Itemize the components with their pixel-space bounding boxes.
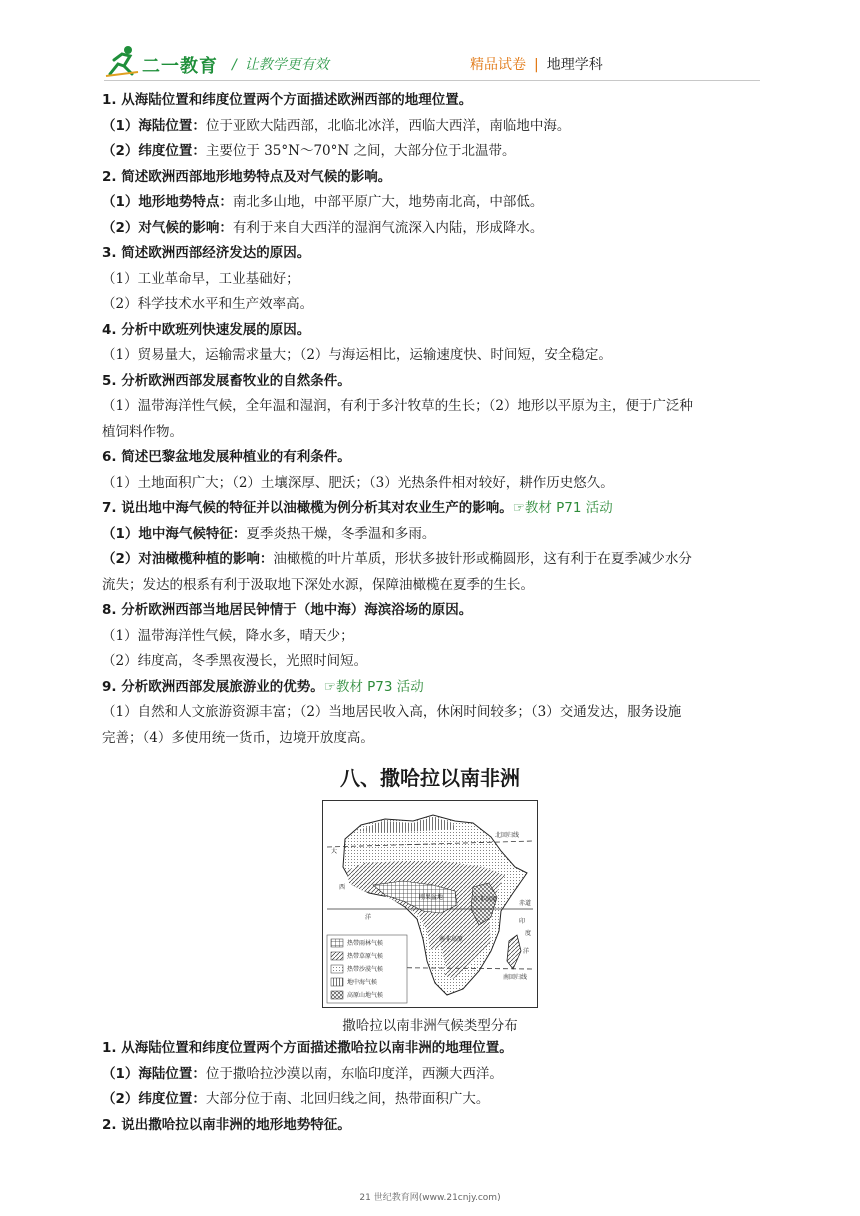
answer-line <box>102 1064 503 1084</box>
label-tropic-south: 南回归线 <box>503 974 528 981</box>
answer-line <box>102 651 367 671</box>
question-text: 2. 说出撒哈拉以南非洲的地形地势特征。 <box>102 1116 351 1133</box>
slogan: / 让教学更有效 <box>232 57 329 73</box>
label-congo-basin: 刚果盆地 <box>419 894 444 901</box>
africa-climate-map <box>322 800 538 1008</box>
answer-line <box>102 141 515 161</box>
question-text: 8. 分析欧洲西部当地居民钟情于（地中海）海滨浴场的原因。 <box>102 602 473 618</box>
answer-text: 有利于来自大西洋的湿润气流深入内陆，形成降水。 <box>232 219 544 236</box>
answer-line <box>102 549 692 569</box>
textbook-reference: ☞教材 P73 活动 <box>323 678 424 695</box>
question-text: 1. 从海陆位置和纬度位置两个方面描述撒哈拉以南非洲的地理位置。 <box>102 1040 513 1056</box>
answer-text: 流失；发达的根系有利于汲取地下深处水源，保障油橄榄在夏季的生长。 <box>102 576 534 593</box>
label-atlantic-3: 洋 <box>365 914 372 921</box>
question-line <box>102 1115 351 1135</box>
label-equator: 赤道 <box>519 900 532 907</box>
answer-label: （2）对油橄榄种植的影响： <box>102 551 274 567</box>
map-legend <box>327 935 407 1003</box>
question-line <box>102 1038 513 1058</box>
tag-subject: 地理学科 <box>546 57 603 73</box>
legend-mediterranean: 地中海气候 <box>347 979 378 986</box>
label-atlantic-1: 大 <box>331 848 338 855</box>
answer-label: （1）地形地势特点： <box>102 194 233 210</box>
question-text: 6. 简述巴黎盆地发展种植业的有利条件。 <box>102 449 351 465</box>
legend-highland: 高原山地气候 <box>347 992 384 999</box>
answer-line <box>102 192 543 212</box>
page-header <box>104 44 764 84</box>
legend-desert: 热带沙漠气候 <box>347 966 384 973</box>
answer-line <box>102 473 614 493</box>
answer-text: （1）温带海洋性气候，全年温和湿润，有利于多汁牧草的生长；（2）地形以平原为主，便于广泛种 <box>102 398 693 414</box>
slogan-text: 让教学更有效 <box>244 57 329 73</box>
answer-line <box>102 422 183 442</box>
answer-label: （1）地中海气候特征： <box>102 525 247 542</box>
page-footer: 21 世纪教育网(www.21cnjy.com) <box>359 1193 501 1203</box>
question-line <box>102 243 310 263</box>
label-atlantic-2: 西 <box>339 884 346 891</box>
answer-text: 夏季炎热干燥，冬季温和多雨。 <box>246 525 436 542</box>
answer-line <box>102 116 570 136</box>
answer-line <box>102 524 435 544</box>
question-line <box>102 167 391 187</box>
answer-text: 大部分位于南、北回归线之间，热带面积广大。 <box>205 1091 490 1107</box>
map-caption: 撒哈拉以南非洲气候类型分布 <box>342 1018 518 1034</box>
label-south-plateau: 南非高原 <box>439 936 464 943</box>
label-east-plateau: 东非高原 <box>473 896 498 903</box>
label-indian-3: 洋 <box>523 948 530 955</box>
label-indian-1: 印 <box>519 918 526 925</box>
question-line <box>102 677 424 697</box>
answer-text: （1）贸易量大，运输需求量大；（2）与海运相比，运输速度快、时间短，安全稳定。 <box>102 347 612 363</box>
question-text: 9. 分析欧洲西部发展旅游业的优势。 <box>102 678 324 695</box>
answer-label: （1）海陆位置： <box>102 117 206 134</box>
answer-text: 位于撒哈拉沙漠以南，东临印度洋，西濒大西洋。 <box>205 1065 503 1082</box>
label-indian-2: 度 <box>525 930 532 937</box>
answer-label: （2）纬度位置： <box>102 1091 206 1107</box>
question-text: 4. 分析中欧班列快速发展的原因。 <box>102 321 311 338</box>
answer-line <box>102 269 300 289</box>
answer-line <box>102 626 354 646</box>
question-line <box>102 447 351 467</box>
question-line <box>102 90 472 110</box>
answer-line <box>102 728 374 748</box>
answer-text: （1）工业革命早，工业基础好； <box>102 270 300 287</box>
answer-line <box>102 1089 489 1109</box>
answer-line <box>102 218 543 238</box>
answer-text: （1）自然和人文旅游资源丰富；（2）当地居民收入高，休闲时间较多；（3）交通发达，服务设施 <box>102 704 682 720</box>
question-line <box>102 600 472 620</box>
answer-text: 南北多山地，中部平原广大，地势南北高，中部低。 <box>232 194 544 210</box>
question-text: 2. 简述欧洲西部地形地势特点及对气候的影响。 <box>102 168 392 185</box>
answer-label: （2）纬度位置： <box>102 143 206 159</box>
header-tags: 精品试卷 | 地理学科 <box>470 57 603 73</box>
answer-text: 主要位于 35°N～70°N 之间，大部分位于北温带。 <box>205 143 516 159</box>
answer-text: （2）科学技术水平和生产效率高。 <box>102 296 314 312</box>
answer-text: 植饲料作物。 <box>102 423 183 440</box>
africa-map-svg <box>323 801 537 1007</box>
question-text: 7. 说出地中海气候的特征并以油橄榄为例分析其对农业生产的影响。 <box>102 500 513 516</box>
answer-line <box>102 396 693 416</box>
answer-text: （1）温带海洋性气候，降水多，晴天少； <box>102 627 354 644</box>
answer-label: （1）海陆位置： <box>102 1065 206 1082</box>
logo <box>104 44 224 80</box>
answer-text: 完善；（4）多使用统一货币，边境开放度高。 <box>102 729 374 746</box>
answer-line <box>102 294 313 314</box>
label-tropic-north: 北回归线 <box>495 832 520 839</box>
question-line <box>102 371 351 391</box>
runner-logo-icon <box>104 44 140 78</box>
legend-savanna: 热带草原气候 <box>347 953 384 960</box>
tag-exam: 精品试卷 <box>470 57 526 73</box>
answer-text: 位于亚欧大陆西部，北临北冰洋，西临大西洋，南临地中海。 <box>205 117 571 134</box>
answer-line <box>102 575 534 595</box>
question-text: 3. 简述欧洲西部经济发达的原因。 <box>102 245 311 261</box>
logo-text: 二一教育 <box>142 56 218 77</box>
textbook-reference: ☞教材 P71 活动 <box>512 500 613 516</box>
question-text: 5. 分析欧洲西部发展畜牧业的自然条件。 <box>102 372 351 389</box>
answer-text: 油橄榄的叶片革质，形状多披针形或椭圆形，这有利于在夏季减少水分 <box>273 551 692 567</box>
answer-text: （1）土地面积广大；（2）土壤深厚、肥沃；（3）光热条件相对较好，耕作历史悠久。 <box>102 474 614 491</box>
answer-line <box>102 345 612 365</box>
legend-rainforest: 热带雨林气候 <box>347 940 384 947</box>
answer-text: （2）纬度高，冬季黑夜漫长，光照时间短。 <box>102 653 368 669</box>
question-line <box>102 320 310 340</box>
question-text: 1. 从海陆位置和纬度位置两个方面描述欧洲西部的地理位置。 <box>102 92 473 108</box>
answer-label: （2）对气候的影响： <box>102 219 233 236</box>
answer-line <box>102 702 681 722</box>
section-title: 八、撒哈拉以南非洲 <box>340 766 520 790</box>
question-line <box>102 498 613 518</box>
header-divider <box>104 80 760 81</box>
